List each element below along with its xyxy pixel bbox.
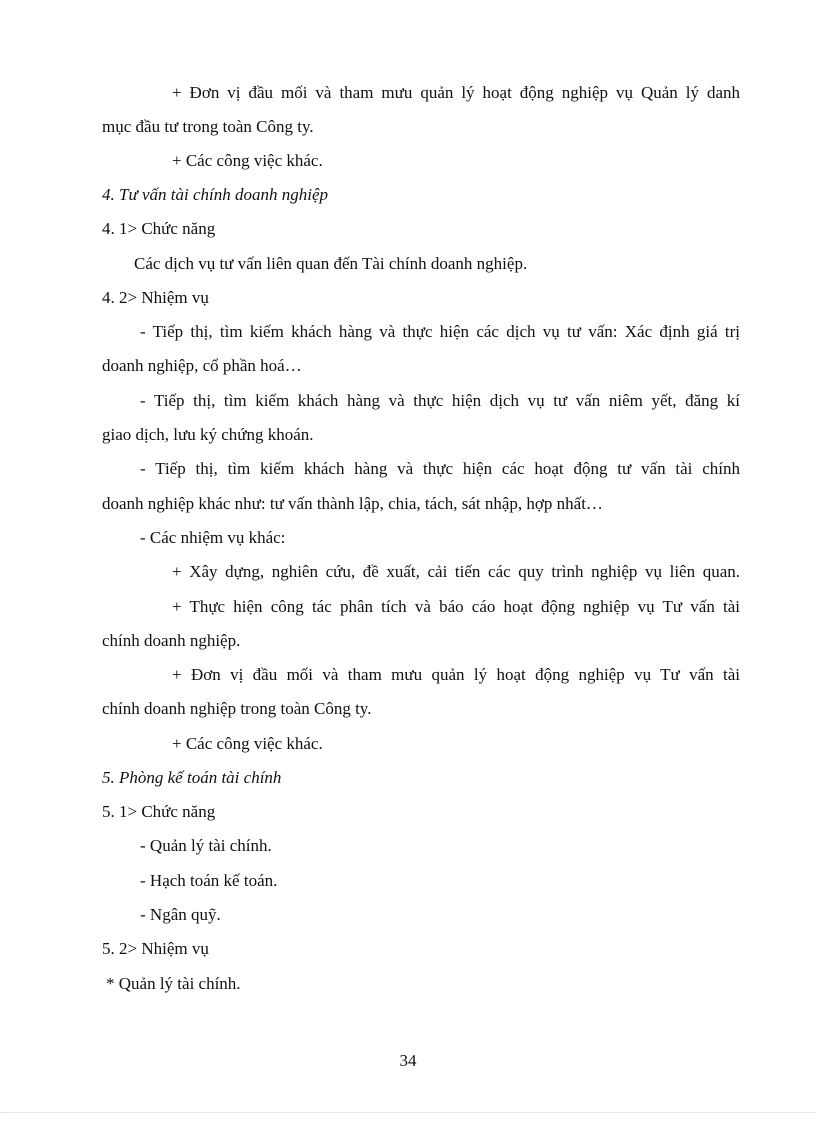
text-line: + Thực hiện công tác phân tích và báo cáo hoạt động nghiệp vụ Tư vấn tài xyxy=(172,597,740,616)
text-line: + Đơn vị đầu mối và tham mưu quản lý hoạt động nghiệp vụ Quản lý danh xyxy=(172,83,740,102)
section-heading: 4. Tư vấn tài chính doanh nghiệp xyxy=(102,185,329,204)
text-line: + Các công việc khác. xyxy=(172,734,323,753)
text-line: chính doanh nghiệp trong toàn Công ty. xyxy=(102,699,372,718)
text-line: mục đầu tư trong toàn Công ty. xyxy=(102,117,314,136)
text-line: + Xây dựng, nghiên cứu, đề xuất, cải tiến các quy trình nghiệp vụ liên quan. xyxy=(172,562,740,581)
text-line: - Tiếp thị, tìm kiếm khách hàng và thực hiện dịch vụ tư vấn niêm yết, đăng kí xyxy=(140,391,740,410)
text-line: * Quản lý tài chính. xyxy=(106,974,241,993)
text-line: - Các nhiệm vụ khác: xyxy=(140,528,286,547)
subsection-heading: 4. 2> Nhiệm vụ xyxy=(102,288,209,307)
text-line: Các dịch vụ tư vấn liên quan đến Tài chính doanh nghiệp. xyxy=(134,254,528,273)
subsection-heading: 5. 2> Nhiệm vụ xyxy=(102,939,209,958)
text-line: - Hạch toán kế toán. xyxy=(140,871,278,890)
page-number: 34 xyxy=(399,1051,417,1070)
text-line: + Đơn vị đầu mối và tham mưu quản lý hoạt động nghiệp vụ Tư vấn tài xyxy=(172,665,740,684)
text-line: - Tiếp thị, tìm kiếm khách hàng và thực hiện các dịch vụ tư vấn: Xác định giá trị xyxy=(140,322,740,341)
text-line: giao dịch, lưu ký chứng khoán. xyxy=(102,425,314,444)
text-line: chính doanh nghiệp. xyxy=(102,631,241,650)
text-line: + Các công việc khác. xyxy=(172,151,323,170)
subsection-heading: 5. 1> Chức năng xyxy=(102,802,216,821)
text-line: - Ngân quỹ. xyxy=(140,905,221,924)
section-heading: 5. Phòng kế toán tài chính xyxy=(102,768,282,787)
text-line: - Quản lý tài chính. xyxy=(140,836,272,855)
text-line: - Tiếp thị, tìm kiếm khách hàng và thực hiện các hoạt động tư vấn tài chính xyxy=(140,459,740,478)
subsection-heading: 4. 1> Chức năng xyxy=(102,219,216,238)
page-bottom-rule xyxy=(0,1112,816,1113)
text-line: doanh nghiệp khác như: tư vấn thành lập, chia, tách, sát nhập, hợp nhất… xyxy=(102,494,603,513)
text-line: doanh nghiệp, cổ phần hoá… xyxy=(102,356,302,375)
